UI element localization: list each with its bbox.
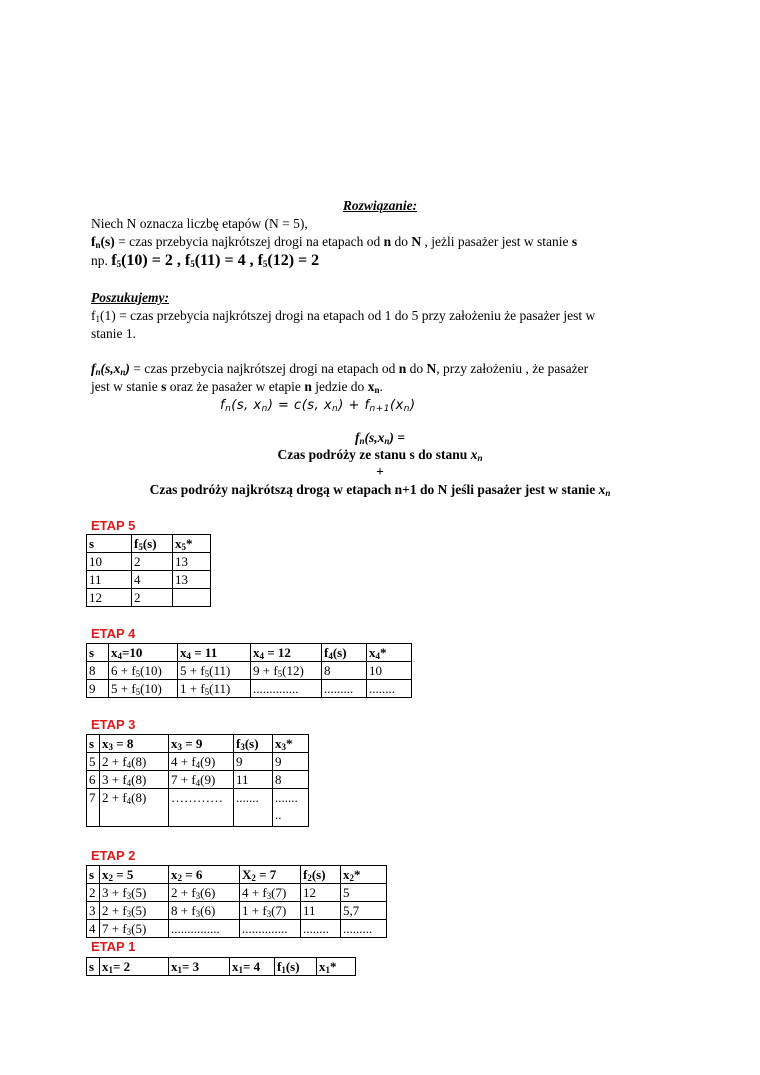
table-cell: 9 <box>234 753 273 771</box>
header-cell: $f_2(s)$ <box>301 866 341 884</box>
table-cell: $6 + f_5(10)$ <box>109 662 178 680</box>
search-title: Poszukujemy: <box>91 290 170 305</box>
header-cell: $x_1= 4$ <box>230 958 275 976</box>
intro-line-2: $f_n(s)$ = czas przebycia najkrótszej drogi na etapach od n do N , jeżli pasażer jest w stanie s <box>91 234 578 250</box>
table-header-row <box>87 535 211 553</box>
table-row <box>87 589 211 607</box>
table-header-row <box>87 644 412 662</box>
header-cell: s <box>87 644 109 662</box>
table-cell: 10 <box>367 662 412 680</box>
header-cell: $x_2 = 5$ <box>100 866 169 884</box>
table-cell: ....... .. <box>273 789 309 827</box>
table-cell: $7 + f_4(9)$ <box>169 771 234 789</box>
etap1-table <box>86 957 356 976</box>
table-cell: 4 <box>87 920 100 938</box>
page-heading: Rozwiązanie: <box>342 198 418 213</box>
header-cell: $x_5*$ <box>173 535 211 553</box>
table-cell: 3 <box>87 902 100 920</box>
table-cell: 9 <box>273 753 309 771</box>
table-cell: 13 <box>173 553 211 571</box>
table-cell: 4 <box>132 571 173 589</box>
table-row <box>87 902 387 920</box>
table-cell: 5,7 <box>341 902 387 920</box>
table-cell: 9 <box>87 680 109 698</box>
table-cell: $4 + f_4(9)$ <box>169 753 234 771</box>
table-row <box>87 771 309 789</box>
table-cell: 12 <box>301 884 341 902</box>
header-cell: $f_5(s)$ <box>132 535 173 553</box>
table-row <box>87 884 387 902</box>
table-cell: $2 + f_3(5)$ <box>100 902 169 920</box>
etap2-title: ETAP 2 <box>91 848 136 863</box>
table-row <box>87 662 412 680</box>
etap3-title: ETAP 3 <box>91 717 136 732</box>
header-cell: $x_4 = 12$ <box>251 644 322 662</box>
table-cell: 5 <box>87 753 100 771</box>
table-cell: 13 <box>173 571 211 589</box>
table-cell: ............... <box>169 920 240 938</box>
intro-line-1: Niech N oznacza liczbę etapów (N = 5), <box>91 216 308 231</box>
table-cell: $8 + f_3(6)$ <box>169 902 240 920</box>
etap4-table <box>86 643 412 698</box>
table-row <box>87 920 387 938</box>
table-cell: 6 <box>87 771 100 789</box>
table-cell: $1 + f_3(7)$ <box>240 902 301 920</box>
table-row <box>87 680 412 698</box>
table-header-row <box>87 958 356 976</box>
table-cell: 11 <box>234 771 273 789</box>
header-cell: $x_3 = 8$ <box>100 735 169 753</box>
etap1-title: ETAP 1 <box>91 939 136 954</box>
center-line-3: Czas podróży najkrótszą drogą w etapach n+1 do N jeśli pasażer jest w stanie $x_n$ <box>149 482 611 498</box>
header-cell: $x_1= 2$ <box>100 958 169 976</box>
header-cell: $x_3 = 9$ <box>169 735 234 753</box>
etap3-table <box>86 734 309 827</box>
table-row <box>87 789 309 827</box>
table-cell: $2 + f_4(8)$ <box>100 789 169 827</box>
table-cell: ………… <box>169 789 234 827</box>
table-cell: ......... <box>322 680 367 698</box>
table-cell: 2 <box>132 589 173 607</box>
table-cell: .............. <box>251 680 322 698</box>
table-row <box>87 571 211 589</box>
table-cell: 5 <box>341 884 387 902</box>
def-line-2: jest w stanie s oraz że pasażer w etapie n jedzie do $x_n$. <box>91 379 383 395</box>
header-cell: $x_2*$ <box>341 866 387 884</box>
header-cell: $X_2 = 7$ <box>240 866 301 884</box>
table-cell: 11 <box>87 571 132 589</box>
table-cell: ........ <box>301 920 341 938</box>
table-cell: $4 + f_3(7)$ <box>240 884 301 902</box>
table-row <box>87 753 309 771</box>
header-cell: s <box>87 866 100 884</box>
table-cell: 8 <box>322 662 367 680</box>
header-cell: $f_1(s)$ <box>275 958 317 976</box>
search-line-2: stanie 1. <box>91 326 136 341</box>
table-cell: $3 + f_4(8)$ <box>100 771 169 789</box>
table-cell: $2 + f_4(8)$ <box>100 753 169 771</box>
center-plus: + <box>376 464 384 479</box>
table-cell: ....... <box>234 789 273 827</box>
table-row <box>87 553 211 571</box>
etap5-title: ETAP 5 <box>91 518 136 533</box>
table-cell: 8 <box>87 662 109 680</box>
table-header-row <box>87 735 309 753</box>
header-cell: s <box>87 958 100 976</box>
header-cell: $x_4=10$ <box>109 644 178 662</box>
table-cell: $2 + f_3(6)$ <box>169 884 240 902</box>
header-cell: $f_4(s)$ <box>322 644 367 662</box>
header-cell: s <box>87 735 100 753</box>
center-fn: $f_n(s,x_n)$ = <box>355 430 405 446</box>
table-cell: 7 <box>87 789 100 827</box>
table-cell: 8 <box>273 771 309 789</box>
def-line-1: $f_n(s,x_n)$ = czas przebycia najkrótszej drogi na etapach od n do N, przy założeniu , że pasażer <box>91 361 589 377</box>
table-cell <box>173 589 211 607</box>
table-cell: ........ <box>367 680 412 698</box>
header-cell: $x_4*$ <box>367 644 412 662</box>
table-cell: 11 <box>301 902 341 920</box>
search-line-1: $f_1(1)$ = czas przebycia najkrótszej drogi na etapach od 1 do 5 przy założeniu że pasażer jest w <box>91 308 596 324</box>
table-cell: 12 <box>87 589 132 607</box>
table-cell: $3 + f_3(5)$ <box>100 884 169 902</box>
table-cell: $5 + f_5(10)$ <box>109 680 178 698</box>
table-cell: $9 + f_5(12)$ <box>251 662 322 680</box>
table-cell: 10 <box>87 553 132 571</box>
header-cell: s <box>87 535 132 553</box>
table-cell: $1 + f_5(11)$ <box>178 680 251 698</box>
etap2-table <box>86 865 387 938</box>
center-line-2: Czas podróży ze stanu s do stanu $x_n$ <box>277 447 483 463</box>
header-cell: $x_2 = 6$ <box>169 866 240 884</box>
table-cell: .............. <box>240 920 301 938</box>
header-cell: $x_1= 3$ <box>169 958 230 976</box>
table-cell: ......... <box>341 920 387 938</box>
table-cell: $5 + f_5(11)$ <box>178 662 251 680</box>
header-cell: $f_3(s)$ <box>234 735 273 753</box>
header-cell: $x_1*$ <box>317 958 356 976</box>
table-cell: $7 + f_3(5)$ <box>100 920 169 938</box>
etap4-title: ETAP 4 <box>91 626 136 641</box>
header-cell: $x_4 = 11$ <box>178 644 251 662</box>
table-cell: 2 <box>87 884 100 902</box>
table-header-row <box>87 866 387 884</box>
etap5-table <box>86 534 211 607</box>
intro-line-3: np. $f_5(10) = 2$ , $f_5(11) = 4$ , $f_5(12) = 2$ <box>91 252 320 269</box>
header-cell: $x_3*$ <box>273 735 309 753</box>
table-cell: 2 <box>132 553 173 571</box>
recurrence-formula: $f_n(s$, $x_n) = c(s$, $x_n) + f_{n+1}(x_n)$ <box>220 398 416 414</box>
